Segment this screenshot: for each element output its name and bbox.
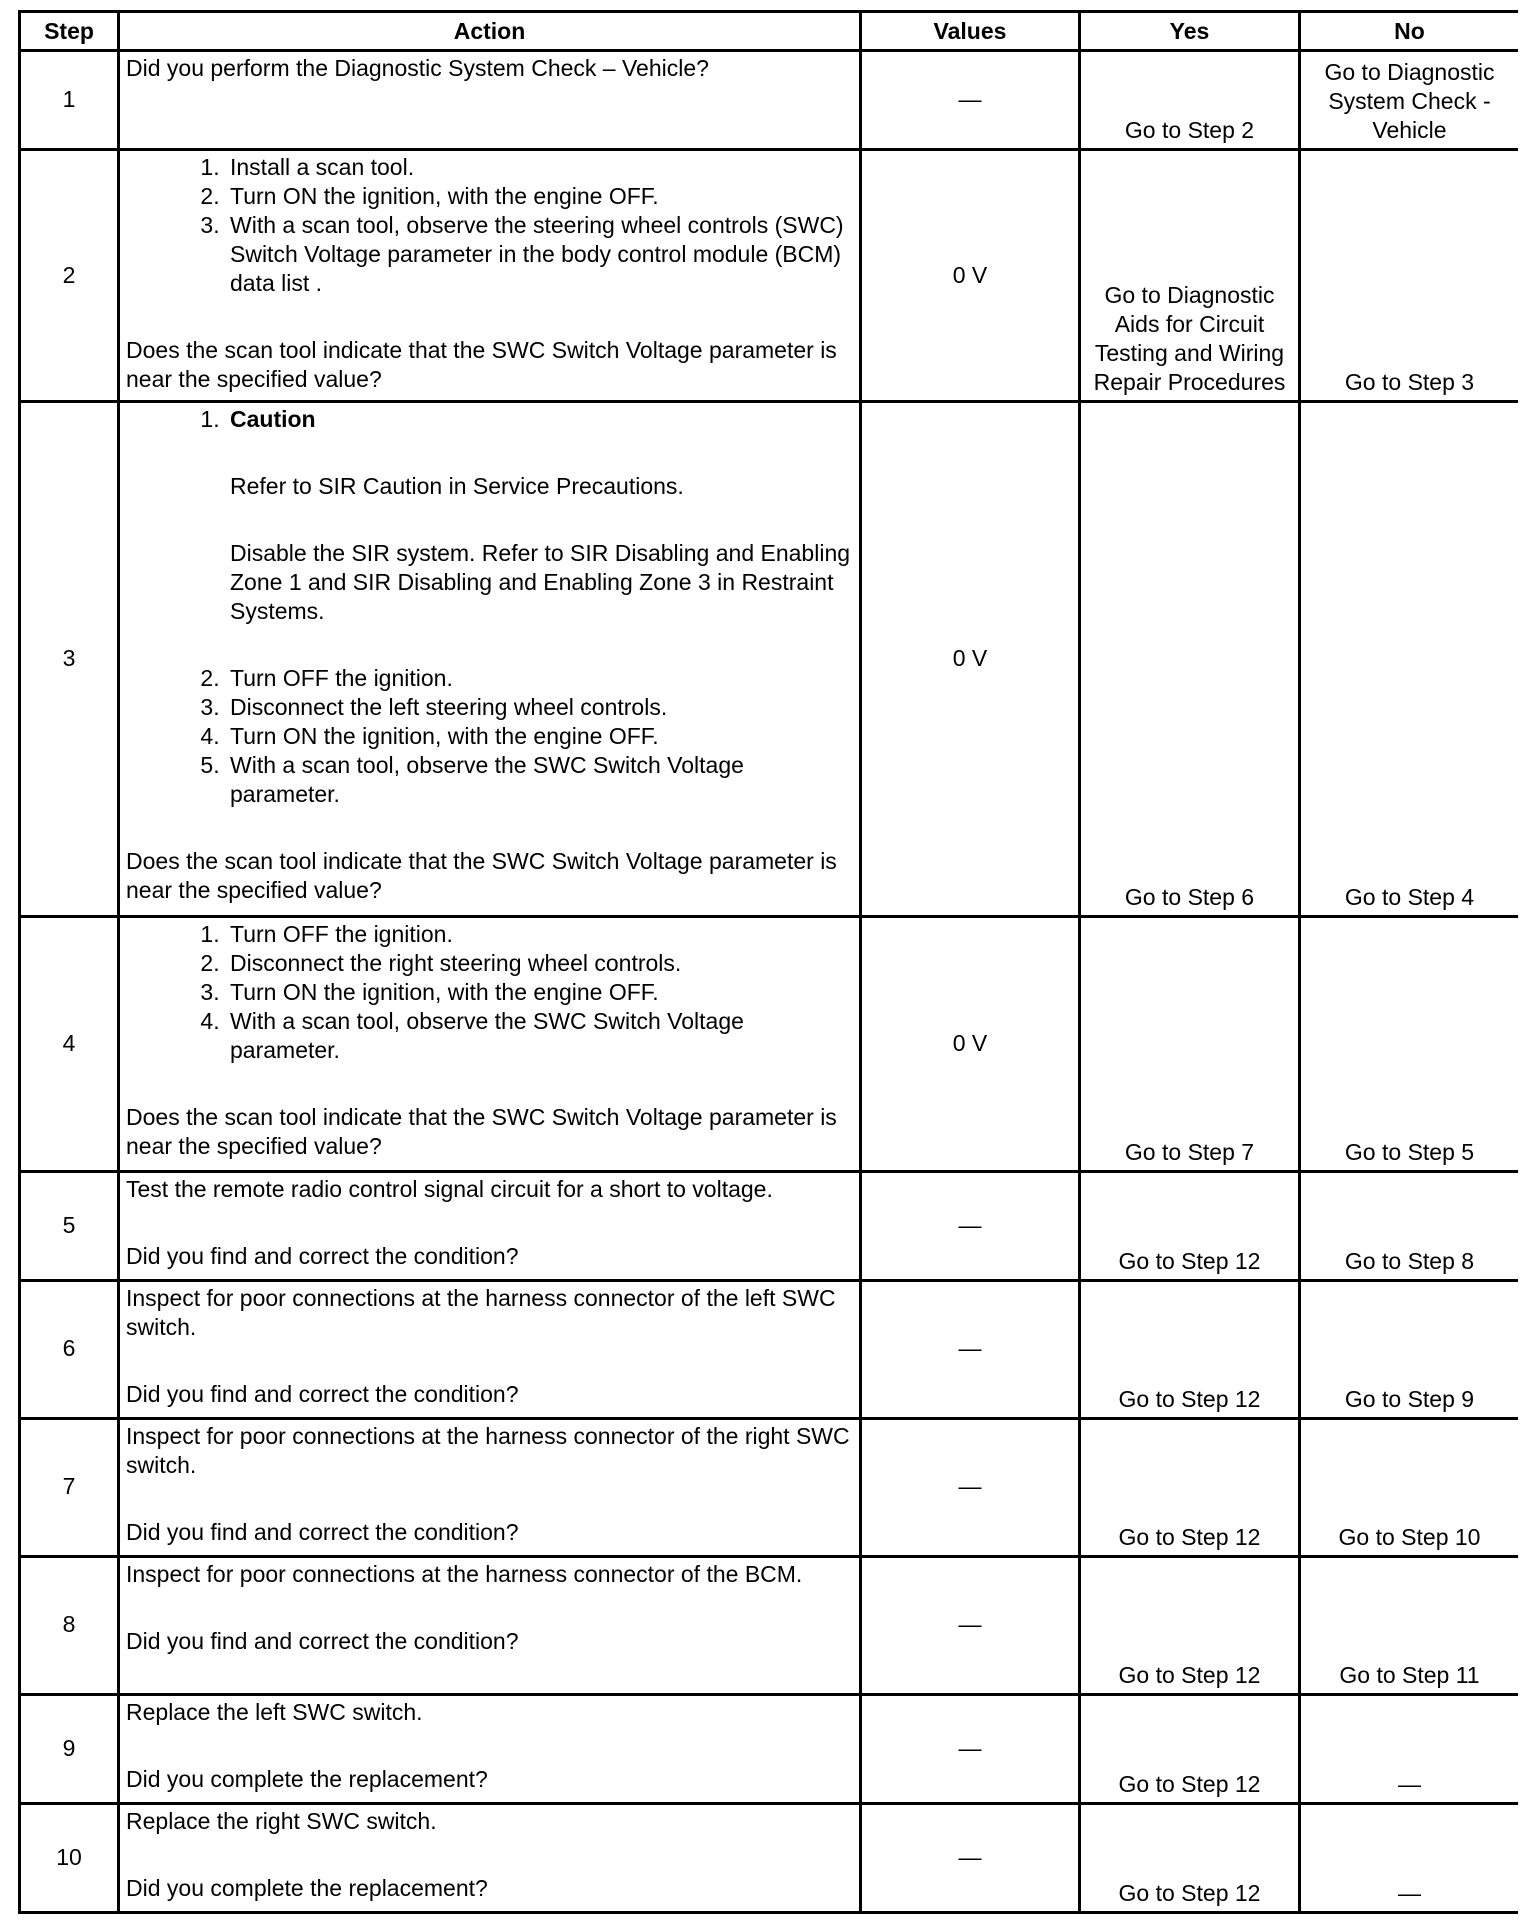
table-row	[20, 1803, 1519, 1912]
action-cell	[119, 1556, 861, 1694]
action-cell	[119, 402, 861, 917]
table-row	[20, 1280, 1519, 1418]
no-cell: —	[1300, 1803, 1519, 1912]
action-text: Replace the right SWC switch.	[126, 1807, 437, 1834]
value-cell: —	[861, 1171, 1080, 1280]
yes-cell: Go to Step 7	[1080, 917, 1300, 1171]
procedure-list	[126, 153, 853, 298]
action-cell	[119, 1171, 861, 1280]
action-cell	[119, 1694, 861, 1803]
no-cell: Go to Step 9	[1300, 1280, 1519, 1418]
diagnostic-table-sheet	[18, 10, 1518, 1914]
caution-text: Refer to SIR Caution in Service Precautions.	[230, 473, 684, 500]
no-cell: Go to Step 3	[1300, 150, 1519, 402]
table-row	[20, 51, 1519, 150]
no-cell: Go to Step 10	[1300, 1418, 1519, 1556]
action-text: Inspect for poor connections at the harness connector of the left SWC switch.	[126, 1284, 836, 1340]
question-text: Does the scan tool indicate that the SWC Switch Voltage parameter is near the specified value?	[126, 337, 837, 393]
yes-cell: Go to Step 12	[1080, 1556, 1300, 1694]
value-cell: 0 V	[861, 402, 1080, 917]
procedure-item: 3. With a scan tool, observe the steering wheel controls (SWC) Switch Voltage parameter in the body control module (BCM) data list .	[226, 211, 853, 298]
table-row	[20, 1171, 1519, 1280]
yes-cell: Go to Step 2	[1080, 51, 1300, 150]
yes-cell: Go to Step 12	[1080, 1280, 1300, 1418]
value-cell: —	[861, 1803, 1080, 1912]
action-text: Test the remote radio control signal circuit for a short to voltage.	[126, 1175, 773, 1202]
procedure-item-caution	[226, 405, 853, 626]
caution-text: Disable the SIR system. Refer to SIR Disabling and Enabling Zone 1 and SIR Disabling and Enabling Zone 3 in Restraint Systems.	[230, 540, 851, 625]
action-cell	[119, 51, 861, 150]
header-row	[20, 12, 1519, 51]
procedure-item: 2. Turn ON the ignition, with the engine OFF.	[226, 182, 853, 211]
step-number: 7	[20, 1418, 119, 1556]
question-text: Did you find and correct the condition?	[126, 1380, 519, 1407]
value-cell: —	[861, 1418, 1080, 1556]
value-cell: 0 V	[861, 150, 1080, 402]
header-values: Values	[861, 12, 1080, 51]
no-cell: Go to Step 5	[1300, 917, 1519, 1171]
procedure-item: 3. Disconnect the left steering wheel controls.	[226, 693, 853, 722]
question-text: Did you find and correct the condition?	[126, 1627, 519, 1654]
step-number: 4	[20, 917, 119, 1171]
procedure-item: 3. Turn ON the ignition, with the engine OFF.	[226, 978, 853, 1007]
value-cell: —	[861, 51, 1080, 150]
header-action: Action	[119, 12, 861, 51]
no-cell: Go to Step 11	[1300, 1556, 1519, 1694]
question-text: Did you complete the replacement?	[126, 1765, 488, 1792]
table-row	[20, 917, 1519, 1171]
yes-cell: Go to Step 12	[1080, 1418, 1300, 1556]
procedure-item: 1. Install a scan tool.	[226, 153, 853, 182]
step-number: 9	[20, 1694, 119, 1803]
step-number: 1	[20, 51, 119, 150]
diagnostic-table	[18, 10, 1518, 1914]
question-text: Does the scan tool indicate that the SWC Switch Voltage parameter is near the specified value?	[126, 1104, 837, 1160]
no-cell: Go to Step 4	[1300, 402, 1519, 917]
action-text: Did you perform the Diagnostic System Check – Vehicle?	[126, 55, 709, 81]
action-cell	[119, 150, 861, 402]
table-row	[20, 1418, 1519, 1556]
step-number: 10	[20, 1803, 119, 1912]
question-text: Did you complete the replacement?	[126, 1874, 488, 1901]
header-no: No	[1300, 12, 1519, 51]
caution-title: 1. Caution	[230, 406, 316, 433]
step-number: 2	[20, 150, 119, 402]
yes-cell: Go to Step 6	[1080, 402, 1300, 917]
question-text: Did you find and correct the condition?	[126, 1518, 519, 1545]
value-cell: 0 V	[861, 917, 1080, 1171]
step-number: 8	[20, 1556, 119, 1694]
action-text: Replace the left SWC switch.	[126, 1698, 423, 1725]
value-cell: —	[861, 1556, 1080, 1694]
table-row	[20, 1556, 1519, 1694]
yes-cell: Go to Step 12	[1080, 1694, 1300, 1803]
header-step: Step	[20, 12, 119, 51]
no-cell: —	[1300, 1694, 1519, 1803]
value-cell: —	[861, 1280, 1080, 1418]
action-cell	[119, 1418, 861, 1556]
procedure-item: 4. Turn ON the ignition, with the engine OFF.	[226, 722, 853, 751]
yes-cell: Go to Step 12	[1080, 1171, 1300, 1280]
table-row	[20, 150, 1519, 402]
step-number: 6	[20, 1280, 119, 1418]
value-cell: —	[861, 1694, 1080, 1803]
procedure-item: 2. Disconnect the right steering wheel controls.	[226, 949, 853, 978]
procedure-item: 4. With a scan tool, observe the SWC Switch Voltage parameter.	[226, 1007, 853, 1065]
yes-cell: Go to Step 12	[1080, 1803, 1300, 1912]
question-text: Does the scan tool indicate that the SWC Switch Voltage parameter is near the specified value?	[126, 848, 837, 904]
step-number: 5	[20, 1171, 119, 1280]
procedure-item: 5. With a scan tool, observe the SWC Switch Voltage parameter.	[226, 751, 853, 809]
action-cell	[119, 1803, 861, 1912]
table-row	[20, 1694, 1519, 1803]
yes-cell: Go to Diagnostic Aids for Circuit Testing and Wiring Repair Procedures	[1080, 150, 1300, 402]
procedure-item: 1. Turn OFF the ignition.	[226, 920, 853, 949]
procedure-item: 2. Turn OFF the ignition.	[226, 664, 853, 693]
question-text: Did you find and correct the condition?	[126, 1242, 519, 1269]
header-yes: Yes	[1080, 12, 1300, 51]
no-cell: Go to Step 8	[1300, 1171, 1519, 1280]
action-text: Inspect for poor connections at the harness connector of the BCM.	[126, 1560, 803, 1587]
procedure-list	[126, 920, 853, 1065]
table-row	[20, 402, 1519, 917]
action-cell	[119, 917, 861, 1171]
step-number: 3	[20, 402, 119, 917]
action-text: Inspect for poor connections at the harness connector of the right SWC switch.	[126, 1422, 850, 1478]
procedure-list	[126, 405, 853, 809]
action-cell	[119, 1280, 861, 1418]
no-cell: Go to Diagnostic System Check - Vehicle	[1300, 51, 1519, 150]
